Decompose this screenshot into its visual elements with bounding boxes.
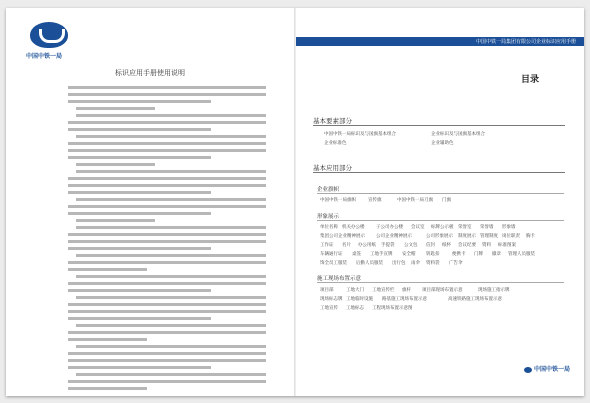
toc-item: 工地临时设施 bbox=[346, 297, 373, 302]
toc-item: 会议纪要 bbox=[458, 243, 476, 248]
toc-item: 钥匙扣 bbox=[426, 252, 440, 257]
toc-item: 工地标志 bbox=[346, 306, 364, 311]
usage-instructions-body bbox=[68, 86, 266, 394]
toc-item: 项目部 bbox=[320, 288, 334, 293]
toc-item: 高速铁路施工现场布置示意 bbox=[448, 297, 502, 302]
toc-item: 后勤人员服装 bbox=[356, 261, 383, 266]
toc-item: 现场施工指示牌 bbox=[478, 288, 510, 293]
toc-item: 岗位职责 bbox=[502, 234, 520, 239]
toc-item: 制度展示 bbox=[458, 234, 476, 239]
toc-item: 中国中铁一局旗帜 bbox=[320, 198, 356, 203]
toc-item: 形象墙 bbox=[502, 225, 516, 230]
toc-group-image-display: 形象展示 bbox=[317, 214, 340, 220]
toc-item: 子公司办公楼 bbox=[376, 225, 403, 230]
footer-logo bbox=[524, 364, 570, 373]
toc-item: 徽章 bbox=[492, 252, 501, 257]
group-divider bbox=[317, 220, 564, 221]
toc-item: 企业辅助色 bbox=[431, 141, 454, 146]
toc-item: 宣传旗 bbox=[368, 198, 382, 203]
toc-item: 资料袋 bbox=[426, 261, 440, 266]
toc-item: 胸卡 bbox=[526, 234, 535, 239]
toc-item: 工地大门 bbox=[346, 288, 364, 293]
toc-item: 荣誉墙 bbox=[480, 225, 494, 230]
page-gutter bbox=[294, 8, 296, 396]
usage-instructions-title: 标识应用手册使用说明 bbox=[115, 69, 185, 77]
toc-item: 集团公司企业精神展示 bbox=[320, 234, 365, 239]
section-divider bbox=[313, 125, 565, 126]
toc-item: 纸杯 bbox=[442, 243, 451, 248]
toc-item: 管理制度 bbox=[480, 234, 498, 239]
toc-item: 路基施工现场布置示意 bbox=[382, 297, 427, 302]
toc-item: 资料 bbox=[482, 243, 491, 248]
toc-item: 工作证 bbox=[320, 243, 334, 248]
toc-item: 出行包 bbox=[392, 261, 406, 266]
toc-item: 项目部现场布置示意 bbox=[422, 288, 463, 293]
toc-item: 安全帽 bbox=[402, 252, 416, 257]
toc-item: 信封 bbox=[426, 243, 435, 248]
toc-item: 中国中铁一局标识及与国旗基本组合 bbox=[324, 132, 396, 137]
header-band bbox=[296, 37, 584, 46]
toc-item: 公司企业精神展示 bbox=[376, 234, 412, 239]
toc-title: 目录 bbox=[521, 75, 540, 85]
toc-item: 企业标准色 bbox=[324, 141, 347, 146]
toc-item: 门牌 bbox=[474, 252, 483, 257]
toc-item: 工地宣传栏 bbox=[372, 288, 395, 293]
toc-item: 便携卡 bbox=[452, 252, 466, 257]
group-divider bbox=[317, 282, 564, 283]
logo-icon bbox=[30, 22, 68, 48]
manual-spread bbox=[6, 8, 584, 396]
toc-item: 雨伞 bbox=[411, 261, 420, 266]
toc-item: 车辆通行证 bbox=[320, 252, 343, 257]
toc-item: 办公用纸 bbox=[358, 243, 376, 248]
toc-item: 公文包 bbox=[404, 243, 418, 248]
toc-item: 门旗 bbox=[442, 198, 451, 203]
toc-item: 桌签 bbox=[352, 252, 361, 257]
toc-item: 手提袋 bbox=[381, 243, 395, 248]
header-band-text: 中国中铁一局集团有限公司企业标识应用手册 bbox=[475, 39, 576, 45]
toc-item: 广告伞 bbox=[449, 261, 463, 266]
toc-section-basic-applications: 基本应用部分 bbox=[313, 164, 352, 172]
toc-item: 饰全员工服装 bbox=[320, 261, 347, 266]
toc-item: 旗杆 bbox=[402, 288, 411, 293]
section-divider bbox=[313, 172, 565, 173]
toc-item: 工地宣传 bbox=[320, 306, 338, 311]
toc-item: 中国中铁一局刀旗 bbox=[397, 198, 433, 203]
toc-item: 现场标志牌 bbox=[320, 297, 343, 302]
toc-section-basic-elements: 基本要素部分 bbox=[313, 117, 352, 125]
toc-group-site-layout: 施工现场布置示意 bbox=[317, 276, 362, 282]
toc-item: 管理人员服装 bbox=[508, 252, 535, 257]
toc-item: 荣誉室 bbox=[458, 225, 472, 230]
toc-item: 会议室 bbox=[411, 225, 425, 230]
toc-item: 单位名称 bbox=[320, 225, 338, 230]
logo-icon bbox=[524, 367, 532, 373]
toc-item: 机关办公楼 bbox=[342, 225, 365, 230]
toc-item: 标牌公示板 bbox=[431, 225, 454, 230]
toc-item: 企业标识及与国旗基本组合 bbox=[431, 132, 485, 137]
toc-item: 标准图案 bbox=[498, 243, 516, 248]
company-logo bbox=[26, 22, 72, 64]
toc-item: 公司形象展示 bbox=[426, 234, 453, 239]
logo-text: 中国中铁一局 bbox=[26, 53, 63, 60]
toc-item: 工程现场布置示意图 bbox=[372, 306, 413, 311]
toc-item: 工地手宣牌 bbox=[370, 252, 393, 257]
group-divider bbox=[317, 193, 564, 194]
toc-group-flags: 企业旗帜 bbox=[317, 187, 340, 193]
footer-logo-text: 中国中铁一局 bbox=[534, 366, 571, 373]
toc-item: 名片 bbox=[342, 243, 351, 248]
